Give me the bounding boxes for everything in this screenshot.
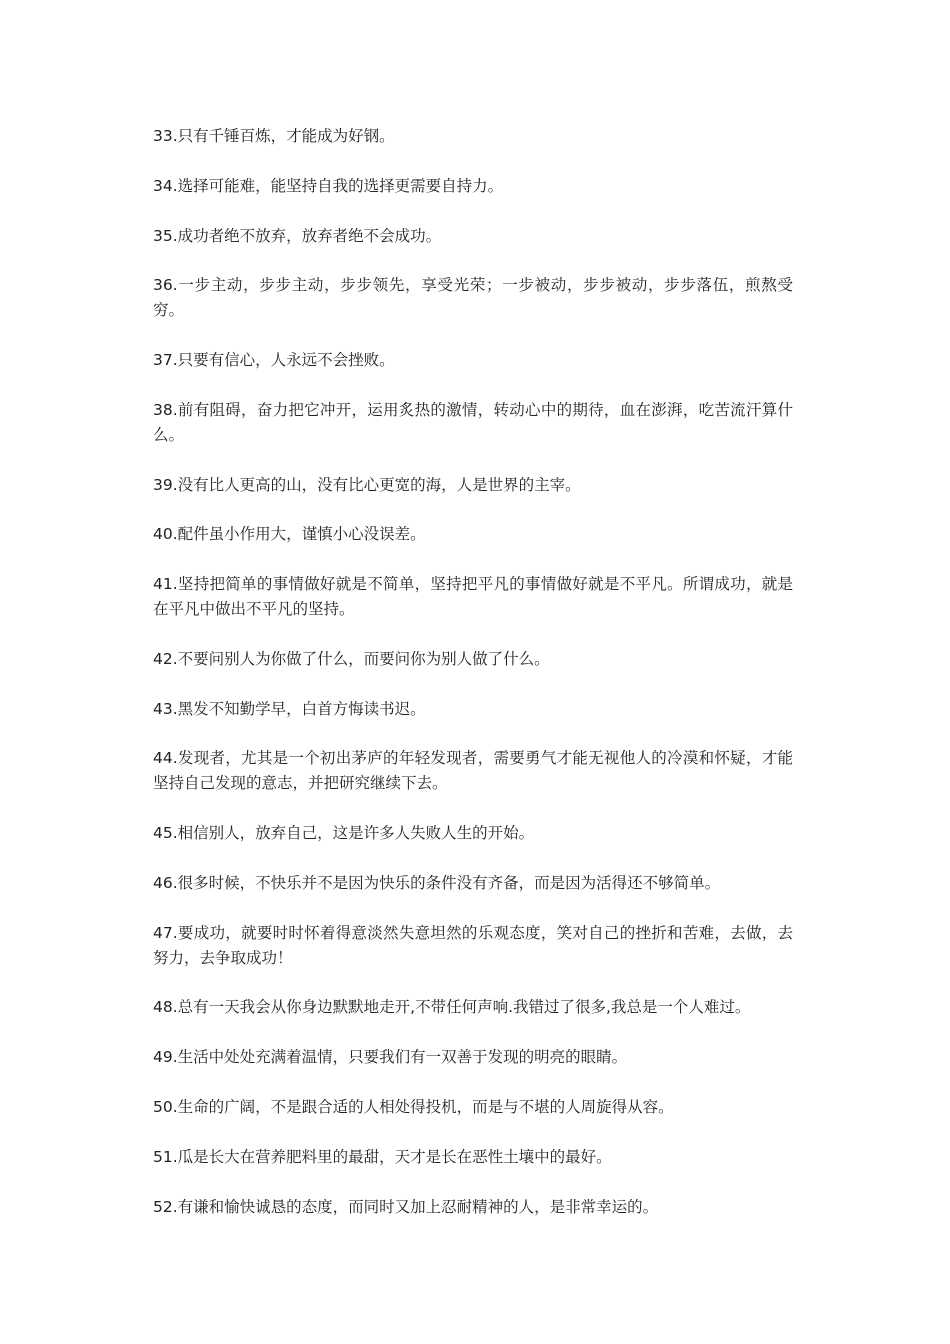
quote-item: 47.要成功，就要时时怀着得意淡然失意坦然的乐观态度，笑对自己的挫折和苦难，去做，去努力，去争取成功！ — [153, 923, 793, 967]
quote-item: 48.总有一天我会从你身边默默地走开,不带任何声响.我错过了很多,我总是一个人难过。 — [153, 998, 751, 1017]
quote-item: 46.很多时候，不快乐并不是因为快乐的条件没有齐备，而是因为活得还不够简单。 — [153, 873, 721, 892]
quote-item: 41.坚持把简单的事情做好就是不简单，坚持把平凡的事情做好就是不平凡。所谓成功，就是在平凡中做出不平凡的坚持。 — [153, 575, 793, 619]
quote-item: 43.黑发不知勤学早，白首方悔读书迟。 — [153, 699, 426, 718]
quote-item: 50.生命的广阔，不是跟合适的人相处得投机，而是与不堪的人周旋得从容。 — [153, 1098, 674, 1117]
quote-list — [153, 124, 793, 1244]
quote-item: 49.生活中处处充满着温情，只要我们有一双善于发现的明亮的眼睛。 — [153, 1048, 628, 1067]
quote-item: 51.瓜是长大在营养肥料里的最甜，天才是长在恶性土壤中的最好。 — [153, 1147, 612, 1166]
quote-item: 44.发现者，尤其是一个初出茅庐的年轻发现者，需要勇气才能无视他人的冷漠和怀疑，才能坚持自己发现的意志，并把研究继续下去。 — [153, 749, 793, 793]
quote-item: 33.只有千锤百炼，才能成为好钢。 — [153, 127, 395, 145]
quote-item: 52.有谦和愉快诚恳的态度，而同时又加上忍耐精神的人，是非常幸运的。 — [153, 1197, 659, 1216]
quote-item: 39.没有比人更高的山，没有比心更宽的海，人是世界的主宰。 — [153, 475, 581, 494]
quote-item: 38.前有阻碍，奋力把它冲开，运用炙热的激情，转动心中的期待，血在澎湃，吃苦流汗算什么。 — [153, 400, 793, 444]
quote-item: 37.只要有信心，人永远不会挫败。 — [153, 351, 395, 370]
quote-item: 42.不要问别人为你做了什么，而要问你为别人做了什么。 — [153, 649, 550, 668]
quote-item: 34.选择可能难，能坚持自我的选择更需要自持力。 — [153, 176, 504, 195]
quote-item: 36.一步主动，步步主动，步步领先，享受光荣；一步被动，步步被动，步步落伍，煎熬受穷。 — [153, 276, 793, 320]
quote-item: 40.配件虽小作用大，谨慎小心没误差。 — [153, 525, 426, 544]
quote-item: 45.相信别人，放弃自己，这是许多人失败人生的开始。 — [153, 824, 535, 843]
quote-item: 35.成功者绝不放弃，放弃者绝不会成功。 — [153, 226, 442, 245]
